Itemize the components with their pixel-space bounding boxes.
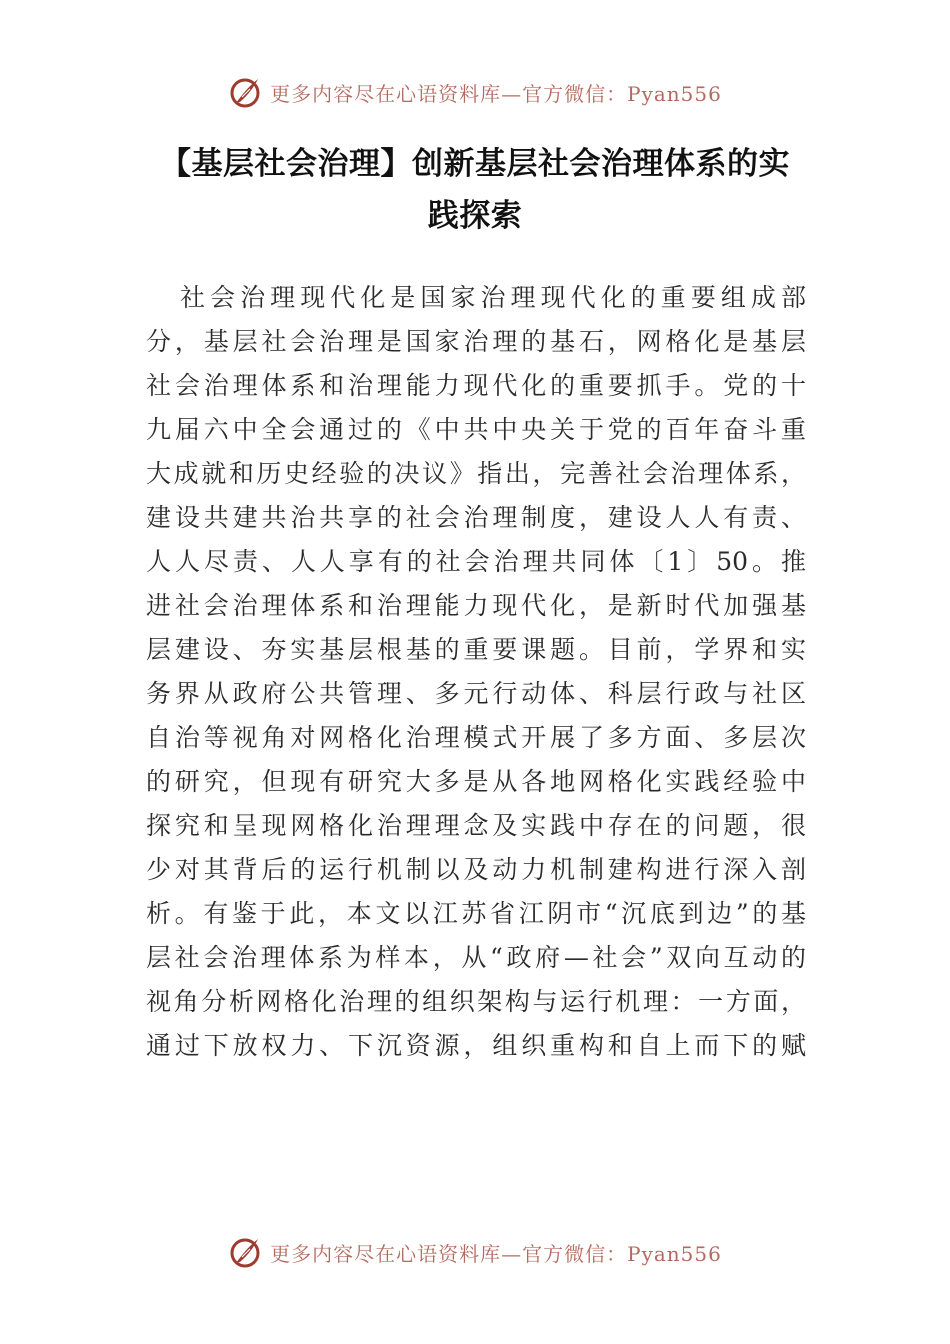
body-line: 进社会治理体系和治理能力现代化，是新时代加强基 xyxy=(146,591,806,620)
body-line: 探究和呈现网格化治理理念及实践中存在的问题，很 xyxy=(146,811,806,840)
body-line: 视角分析网格化治理的组织架构与运行机理：一方面， xyxy=(146,987,806,1016)
document-title-line-2: 践探索 xyxy=(427,198,523,234)
document-title xyxy=(145,138,805,242)
body-line: 分，基层社会治理是国家治理的基石，网格化是基层 xyxy=(146,327,806,356)
footer-banner-text: 更多内容尽在心语资料库—官方微信：Pyan556 xyxy=(270,1241,722,1266)
header-banner xyxy=(0,72,950,112)
body-paragraph xyxy=(146,276,806,1068)
body-line: 层社会治理体系为样本，从“政府—社会”双向互动的 xyxy=(146,943,806,972)
quill-logo-icon xyxy=(228,1235,262,1269)
body-line: 社会治理体系和治理能力现代化的重要抓手。党的十 xyxy=(146,371,806,400)
body-line: 人人尽责、人人享有的社会治理共同体〔1〕50。推 xyxy=(146,547,806,576)
body-line: 大成就和历史经验的决议》指出，完善社会治理体系， xyxy=(146,459,806,488)
body-line: 析。有鉴于此，本文以江苏省江阴市“沉底到边”的基 xyxy=(146,899,806,928)
body-line: 层建设、夯实基层根基的重要课题。目前，学界和实 xyxy=(146,635,806,664)
body-line: 建设共建共治共享的社会治理制度，建设人人有责、 xyxy=(146,503,806,532)
document-title-line-1: 【基层社会治理】创新基层社会治理体系的实 xyxy=(160,146,790,182)
quill-logo-icon xyxy=(228,75,262,109)
body-line: 社会治理现代化是国家治理现代化的重要组成部 xyxy=(180,283,806,312)
body-line: 务界从政府公共管理、多元行动体、科层行政与社区 xyxy=(146,679,806,708)
body-line: 少对其背后的运行机制以及动力机制建构进行深入剖 xyxy=(146,855,806,884)
body-line: 的研究，但现有研究大多是从各地网格化实践经验中 xyxy=(146,767,806,796)
body-line: 通过下放权力、下沉资源，组织重构和自上而下的赋 xyxy=(146,1031,806,1060)
body-line: 自治等视角对网格化治理模式开展了多方面、多层次 xyxy=(146,723,806,752)
header-banner-text: 更多内容尽在心语资料库—官方微信：Pyan556 xyxy=(270,81,722,106)
footer-banner xyxy=(0,1232,950,1272)
body-line: 九届六中全会通过的《中共中央关于党的百年奋斗重 xyxy=(146,415,806,444)
